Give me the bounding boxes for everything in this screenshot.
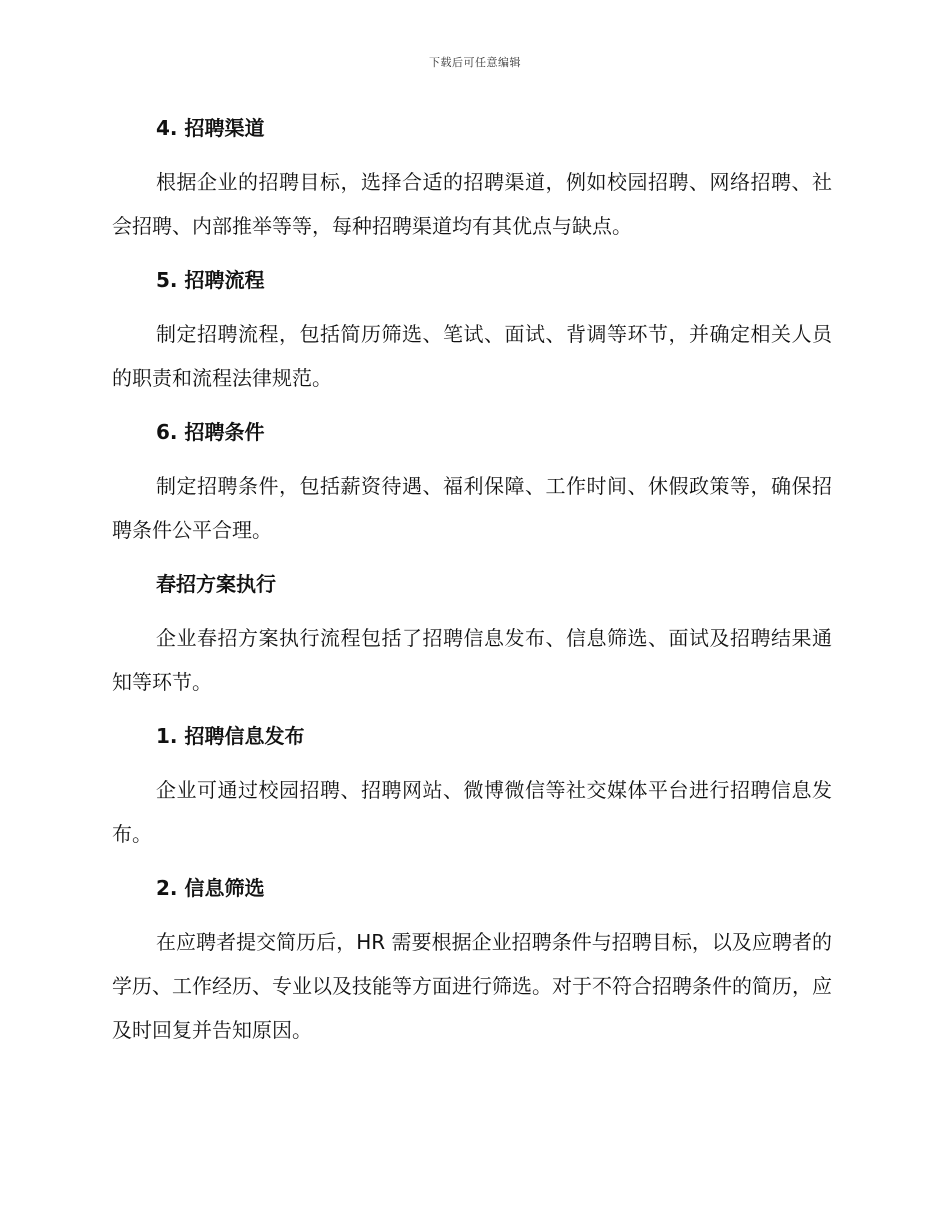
section-paragraph-recruitment-process: 制定招聘流程，包括简历筛选、笔试、面试、背调等环节，并确定相关人员的职责和流程法律规范。: [112, 322, 832, 390]
section-paragraph-info-release: 企业可通过校园招聘、招聘网站、微博微信等社交媒体平台进行招聘信息发布。: [112, 778, 832, 846]
section-paragraph-info-screening: 在应聘者提交简历后，HR 需要根据企业招聘条件与招聘目标，以及应聘者的学历、工作经历、专业以及技能等方面进行筛选。对于不符合招聘条件的简历，应及时回复并告知原因。: [112, 930, 832, 1042]
section-paragraph-plan-execution: 企业春招方案执行流程包括了招聘信息发布、信息筛选、面试及招聘结果通知等环节。: [112, 626, 832, 694]
document-body: [112, 110, 832, 1052]
section-heading-recruitment-channels: 4. 招聘渠道: [156, 116, 265, 140]
page-header: 下载后可任意编辑: [429, 56, 521, 69]
section-heading-plan-execution: 春招方案执行: [156, 572, 276, 596]
section-heading-recruitment-conditions: 6. 招聘条件: [156, 420, 265, 444]
section-heading-info-screening: 2. 信息筛选: [156, 876, 265, 900]
section-paragraph-recruitment-channels: 根据企业的招聘目标，选择合适的招聘渠道，例如校园招聘、网络招聘、社会招聘、内部推举等等，每种招聘渠道均有其优点与缺点。: [112, 170, 832, 238]
section-paragraph-recruitment-conditions: 制定招聘条件，包括薪资待遇、福利保障、工作时间、休假政策等，确保招聘条件公平合理。: [112, 474, 832, 542]
section-heading-info-release: 1. 招聘信息发布: [156, 724, 305, 748]
section-heading-recruitment-process: 5. 招聘流程: [156, 268, 265, 292]
